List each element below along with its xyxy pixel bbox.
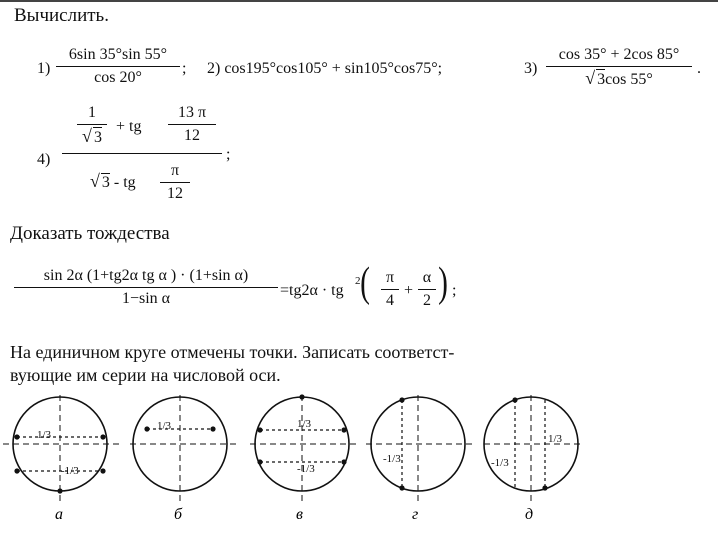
identity-numerator: sin 2α (1+tg2α tg α ) · (1+sin α) [43,267,249,284]
identity-four: 4 [386,292,394,310]
p4-inner-bar-3 [160,182,190,183]
p3-radicand: 3 [597,71,606,89]
identity-alpha-over-2 [418,268,436,311]
p3-den-tail: cos 55° [605,71,653,89]
circle-v-letter: в [296,506,303,523]
p4-minus-tg: - tg [109,174,136,191]
heading-prove: Доказать тождества [10,223,170,244]
circle-a-label-1: 1/3 [37,429,52,441]
p4-plus-tg: + tg [116,118,142,135]
p1-fraction [56,45,180,88]
p4-inner-bar-2 [168,124,216,125]
identity-semicolon: ; [452,282,457,299]
circle-v [250,394,358,504]
para-line1: На единичном круге отмечены точки. Записать соответст- [10,342,455,362]
circle-v-label-2: -1/3 [297,463,315,475]
p4-inner-bar-1 [77,124,107,125]
p1-fraction-bar [56,66,180,67]
identity-alpha: α [422,269,432,286]
circle-a-letter: а [55,506,63,523]
p4-13pi: 13 π [177,104,207,121]
identity-fraction [14,266,278,309]
circle-b-label-1: 1/3 [157,420,172,432]
circle-d [484,395,580,504]
p1-semicolon: ; [182,60,187,77]
circle-g-label-1: -1/3 [383,453,401,465]
heading-compute: Вычислить. [14,5,109,26]
circle-a-label-2: -1/3 [61,465,79,477]
p4-label: 4) [37,151,51,168]
p1-denominator: cos 20° [94,69,142,87]
identity-two: 2 [423,292,431,310]
p4-radicand-2: 3 [101,174,110,191]
p1-label: 1) [37,60,51,77]
p3-denominator: √ 3cos 55° [585,68,653,89]
p1-numerator: 6sin 35°sin 55° [68,46,168,63]
identity-lparen: ( [360,260,370,306]
identity-denominator: 1−sin α [121,290,171,308]
p4-one: 1 [88,104,96,121]
circle-b [130,395,238,504]
p4-pi-over-12 [160,161,190,204]
circle-g [366,395,472,504]
p4-main-bar [62,153,222,154]
p3-period: . [697,60,701,77]
unit-circles-figure [0,392,718,555]
identity-rhs: =tg2α · tg [280,282,344,299]
circle-v-label-1: 1/3 [297,418,312,430]
p4-den-root: √ 3 - tg [90,171,136,191]
p4-one-over-root3: 1 √ 3 [77,103,107,148]
identity-bar-2 [381,289,399,290]
circle-a [3,395,120,504]
circle-g-letter: г [412,506,419,523]
para-line2: вующие им серии на числовой оси. [10,365,281,385]
p4-radicand-1: 3 [93,129,102,147]
identity-rparen: ) [438,260,448,306]
p2-expression: 2) cos195°cos105° + sin105°cos75°; [207,60,443,77]
top-border [0,0,718,2]
p4-13pi-over-12 [168,103,216,146]
identity-pi: π [385,269,395,286]
circle-b-letter: б [174,506,183,523]
p4-pi: π [170,162,180,179]
p3-fraction [546,45,692,90]
circle-d-letter: д [525,506,534,523]
p3-fraction-bar [546,66,692,67]
circle-d-label-1: 1/3 [548,433,563,445]
identity-sup: 2 [355,275,361,287]
p4-12: 12 [184,127,200,145]
circle-d-label-2: -1/3 [491,457,509,469]
identity-bar [14,287,278,288]
p3-label: 3) [524,60,538,77]
identity-pi-over-4 [381,268,399,311]
p3-numerator: cos 35° + 2cos 85° [558,46,680,63]
identity-plus: + [404,282,414,299]
identity-bar-3 [418,289,436,290]
p4-semicolon: ; [226,146,231,163]
p4-d12: 12 [167,185,183,203]
